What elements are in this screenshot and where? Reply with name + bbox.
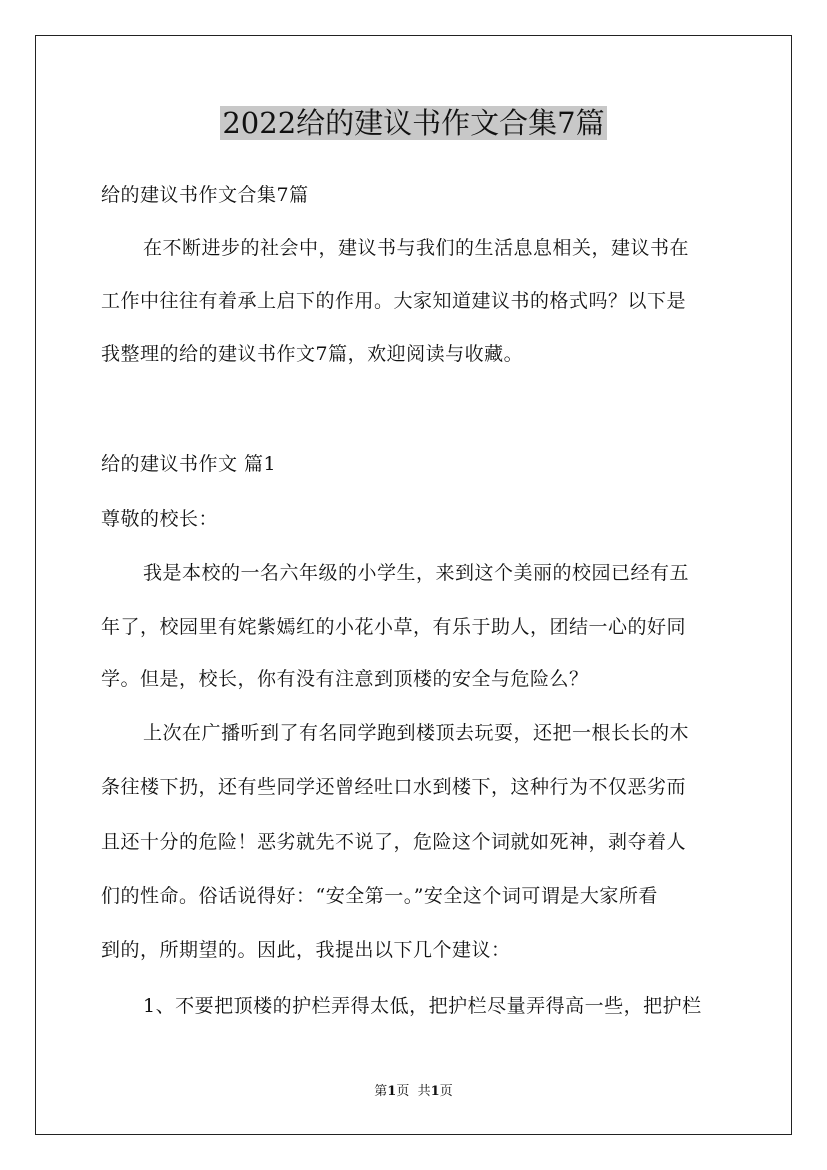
salutation: 尊敬的校长： bbox=[101, 508, 219, 530]
paragraph-line: 到的，所期望的。因此，我提出以下几个建议： bbox=[101, 939, 511, 961]
page-number: 1 bbox=[387, 1084, 397, 1099]
total-label-suffix: 页 bbox=[439, 1084, 453, 1099]
paragraph-line: 上次在广播听到了有名同学跑到楼顶去玩耍，还把一根长长的木 bbox=[143, 722, 690, 744]
total-label-prefix: 共 bbox=[417, 1084, 431, 1099]
page-label-suffix: 页 bbox=[396, 1084, 410, 1099]
document-title bbox=[0, 104, 827, 142]
intro-line: 我整理的给的建议书作文7篇，欢迎阅读与收藏。 bbox=[101, 343, 524, 365]
page-footer bbox=[0, 1084, 827, 1100]
paragraph-line: 们的性命。俗话说得好：“安全第一。”安全这个词可谓是大家所看 bbox=[101, 885, 658, 907]
paragraph-line: 年了，校园里有姹紫嫣红的小花小草，有乐于助人，团结一心的好同 bbox=[101, 616, 687, 638]
paragraph-line: 学。但是，校长，你有没有注意到顶楼的安全与危险么？ bbox=[101, 668, 589, 690]
section-heading: 给的建议书作文 篇1 bbox=[101, 453, 277, 475]
document-title-text: 2022给的建议书作文合集7篇 bbox=[222, 106, 605, 140]
paragraph-line: 我是本校的一名六年级的小学生，来到这个美丽的校园已经有五 bbox=[143, 562, 690, 584]
intro-line: 在不断进步的社会中，建议书与我们的生活息息相关，建议书在 bbox=[143, 237, 690, 259]
paragraph-line: 且还十分的危险！恶劣就先不说了，危险这个词就如死神，剥夺着人 bbox=[101, 831, 687, 853]
intro-line: 工作中往往有着承上启下的作用。大家知道建议书的格式吗？以下是 bbox=[101, 290, 687, 312]
total-pages: 1 bbox=[430, 1084, 440, 1099]
paragraph-line: 1、不要把顶楼的护栏弄得太低，把护栏尽量弄得高一些，把护栏 bbox=[143, 995, 702, 1017]
paragraph-line: 条往楼下扔，还有些同学还曾经吐口水到楼下，这种行为不仅恶劣而 bbox=[101, 776, 687, 798]
document-subtitle: 给的建议书作文合集7篇 bbox=[101, 184, 309, 206]
page-label-prefix: 第 bbox=[374, 1084, 388, 1099]
